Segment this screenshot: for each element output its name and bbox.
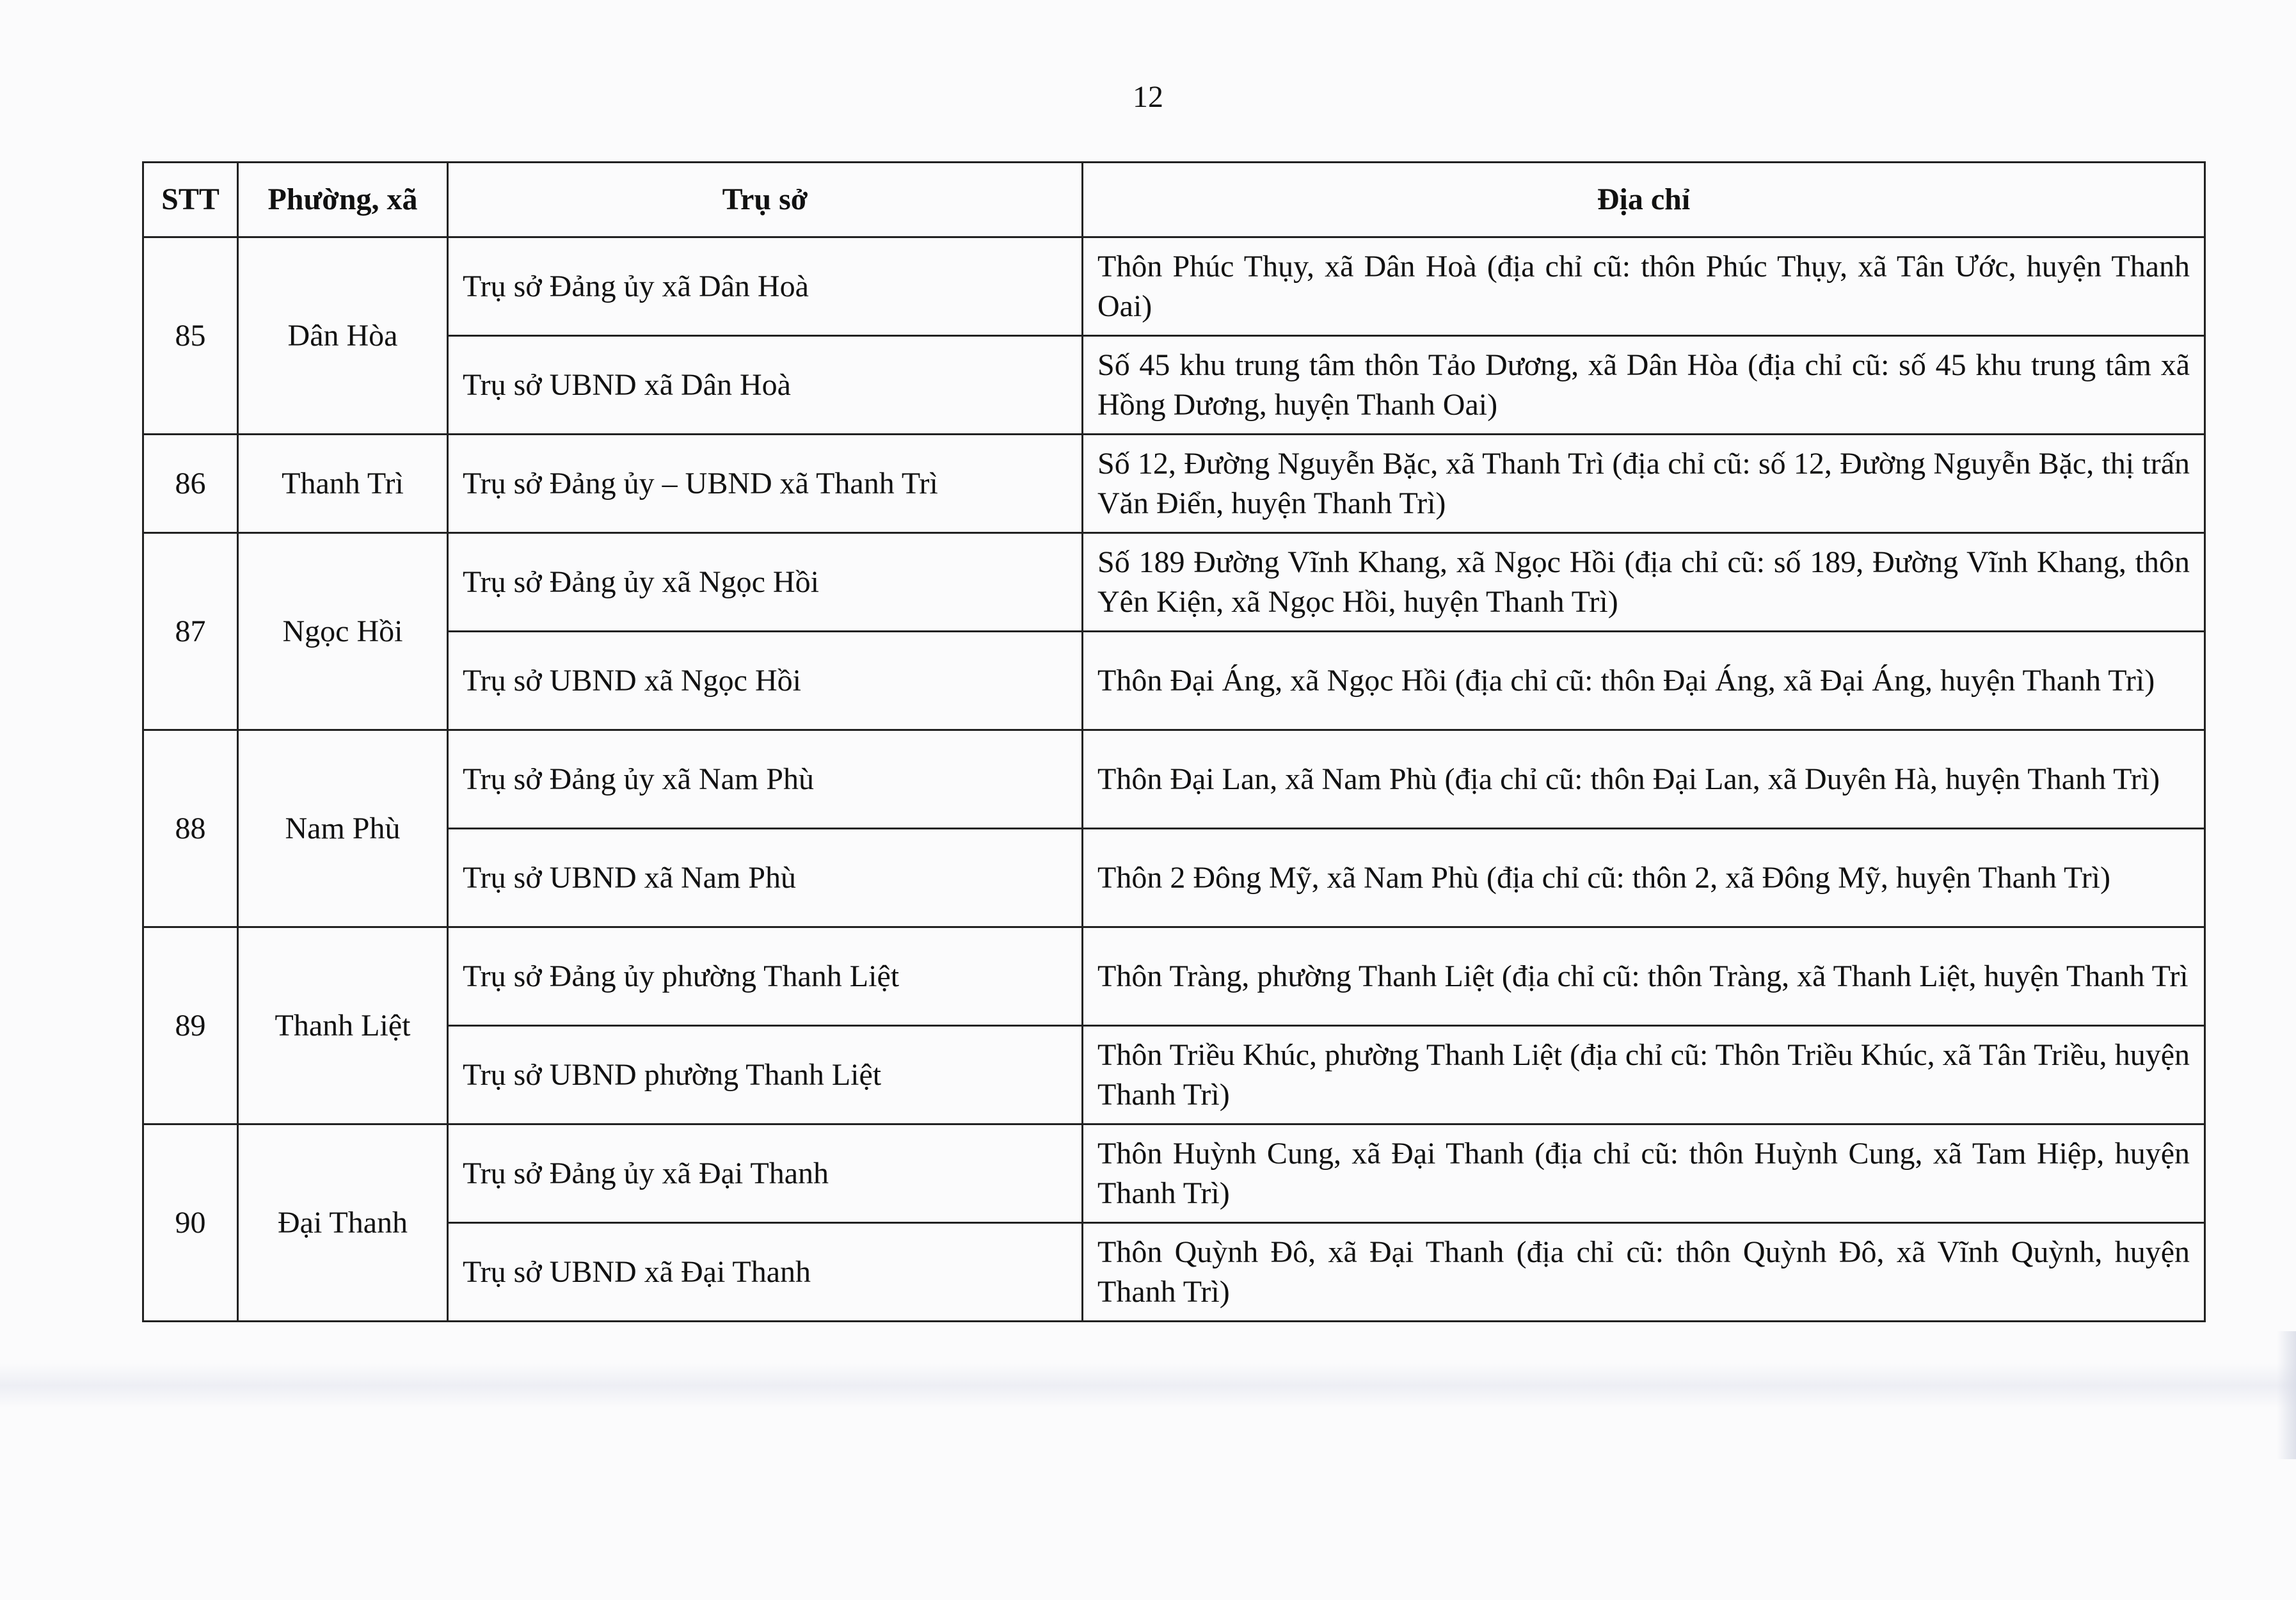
address-cell: Số 189 Đường Vĩnh Khang, xã Ngọc Hồi (địa chỉ cũ: số 189, Đường Vĩnh Khang, thôn Yên Kiện, xã Ngọc Hồi, huyện Thanh Trì) xyxy=(1083,533,2205,632)
stt-cell: 87 xyxy=(143,533,238,730)
headquarters-cell: Trụ sở UBND xã Dân Hoà xyxy=(448,336,1083,435)
headquarters-cell: Trụ sở UBND phường Thanh Liệt xyxy=(448,1026,1083,1124)
table-row xyxy=(143,1223,2205,1322)
stt-cell: 90 xyxy=(143,1124,238,1322)
ward-cell: Đại Thanh xyxy=(238,1124,448,1322)
headquarters-cell: Trụ sở Đảng ủy xã Ngọc Hồi xyxy=(448,533,1083,632)
header-address: Địa chỉ xyxy=(1083,163,2205,237)
page-number: 12 xyxy=(1133,80,1163,114)
ward-cell: Nam Phù xyxy=(238,730,448,927)
ward-cell: Dân Hòa xyxy=(238,237,448,435)
table-row xyxy=(143,829,2205,927)
address-cell: Thôn Đại Lan, xã Nam Phù (địa chỉ cũ: thôn Đại Lan, xã Duyên Hà, huyện Thanh Trì) xyxy=(1083,730,2205,829)
table-body xyxy=(143,237,2205,1322)
header-headquarters: Trụ sở xyxy=(448,163,1083,237)
table-row xyxy=(143,730,2205,829)
address-cell: Thôn Quỳnh Đô, xã Đại Thanh (địa chỉ cũ: thôn Quỳnh Đô, xã Vĩnh Quỳnh, huyện Thanh Trì) xyxy=(1083,1223,2205,1322)
stt-cell: 88 xyxy=(143,730,238,927)
address-cell: Thôn Phúc Thụy, xã Dân Hoà (địa chỉ cũ: thôn Phúc Thụy, xã Tân Ước, huyện Thanh Oai) xyxy=(1083,237,2205,336)
table-row xyxy=(143,435,2205,533)
address-cell: Thôn Huỳnh Cung, xã Đại Thanh (địa chỉ cũ: thôn Huỳnh Cung, xã Tam Hiệp, huyện Thanh Trì) xyxy=(1083,1124,2205,1223)
ward-cell: Thanh Trì xyxy=(238,435,448,533)
headquarters-cell: Trụ sở Đảng ủy xã Nam Phù xyxy=(448,730,1083,829)
headquarters-cell: Trụ sở Đảng ủy xã Đại Thanh xyxy=(448,1124,1083,1223)
address-cell: Số 12, Đường Nguyễn Bặc, xã Thanh Trì (địa chỉ cũ: số 12, Đường Nguyễn Bặc, thị trấn Văn Điển, huyện Thanh Trì) xyxy=(1083,435,2205,533)
address-cell: Thôn Triều Khúc, phường Thanh Liệt (địa chỉ cũ: Thôn Triều Khúc, xã Tân Triều, huyện Thanh Trì) xyxy=(1083,1026,2205,1124)
table-row xyxy=(143,632,2205,730)
table-row xyxy=(143,1026,2205,1124)
stt-cell: 89 xyxy=(143,927,238,1124)
stt-cell: 85 xyxy=(143,237,238,435)
headquarters-cell: Trụ sở Đảng ủy – UBND xã Thanh Trì xyxy=(448,435,1083,533)
address-cell: Thôn Đại Áng, xã Ngọc Hồi (địa chỉ cũ: thôn Đại Áng, xã Đại Áng, huyện Thanh Trì) xyxy=(1083,632,2205,730)
headquarters-table xyxy=(142,161,2206,1322)
table-row xyxy=(143,336,2205,435)
address-cell: Số 45 khu trung tâm thôn Tảo Dương, xã Dân Hòa (địa chỉ cũ: số 45 khu trung tâm xã Hồng Dương, huyện Thanh Oai) xyxy=(1083,336,2205,435)
headquarters-cell: Trụ sở Đảng ủy phường Thanh Liệt xyxy=(448,927,1083,1026)
table-row xyxy=(143,927,2205,1026)
header-row xyxy=(143,163,2205,237)
header-ward: Phường, xã xyxy=(238,163,448,237)
address-cell: Thôn 2 Đông Mỹ, xã Nam Phù (địa chỉ cũ: thôn 2, xã Đông Mỹ, huyện Thanh Trì) xyxy=(1083,829,2205,927)
address-cell: Thôn Tràng, phường Thanh Liệt (địa chỉ cũ: thôn Tràng, xã Thanh Liệt, huyện Thanh Trì xyxy=(1083,927,2205,1026)
headquarters-cell: Trụ sở UBND xã Đại Thanh xyxy=(448,1223,1083,1322)
table-row xyxy=(143,237,2205,336)
headquarters-cell: Trụ sở Đảng ủy xã Dân Hoà xyxy=(448,237,1083,336)
table-row xyxy=(143,1124,2205,1223)
headquarters-cell: Trụ sở UBND xã Nam Phù xyxy=(448,829,1083,927)
table-header xyxy=(143,163,2205,237)
headquarters-cell: Trụ sở UBND xã Ngọc Hồi xyxy=(448,632,1083,730)
header-stt: STT xyxy=(143,163,238,237)
table-row xyxy=(143,533,2205,632)
stt-cell: 86 xyxy=(143,435,238,533)
ward-cell: Thanh Liệt xyxy=(238,927,448,1124)
ward-cell: Ngọc Hồi xyxy=(238,533,448,730)
scan-shadow xyxy=(0,1363,2296,1408)
scan-edge xyxy=(2277,1331,2296,1459)
